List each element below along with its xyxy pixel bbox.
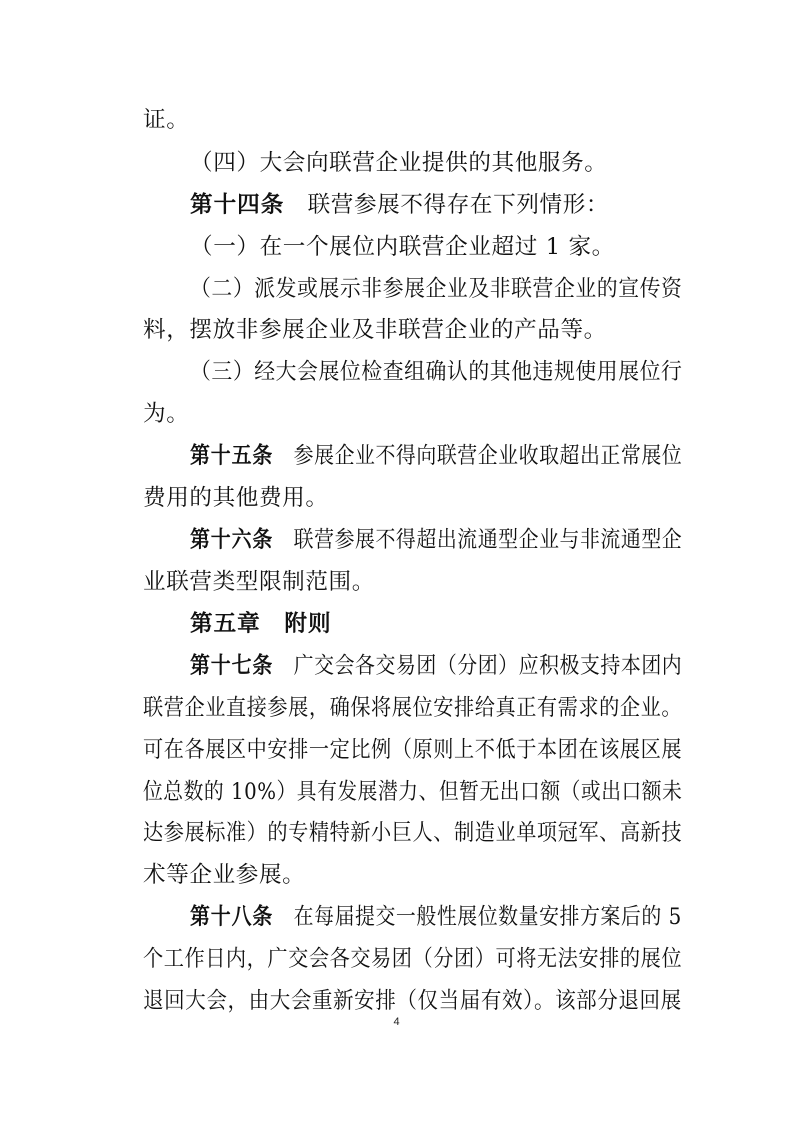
line-text: （一）在一个展位内联营企业超过 1 家。 [190, 234, 615, 260]
page-number: 4 [393, 1016, 400, 1028]
text-line [143, 100, 189, 140]
text-line [143, 813, 682, 853]
line-text: 联营参展不得超出流通型企业与非流通型企 [293, 527, 683, 553]
line-text: 个工作日内，广交会各交易团（分团）可将无法安排的展位 [143, 946, 683, 972]
article-heading: 第十八条 [190, 904, 274, 930]
text-line [143, 478, 329, 518]
line-text: 可在各展区中安排一定比例（原则上不低于本团在该展区展 [143, 737, 683, 763]
article-line [190, 520, 682, 560]
line-text: （二）派发或展示非参展企业及非联营企业的宣传资 [190, 276, 683, 302]
text-line [143, 730, 682, 770]
text-line [143, 939, 682, 979]
line-text: 业联营类型限制范围。 [143, 569, 375, 595]
article-line [190, 646, 682, 686]
text-line [143, 981, 682, 1021]
text-line [143, 772, 682, 812]
chapter-title: 第五章 附则 [190, 611, 332, 637]
article-line [190, 897, 682, 937]
line-text: 料，摆放非参展企业及非联营企业的产品等。 [143, 317, 607, 343]
line-text: 证。 [143, 107, 190, 133]
line-text: 位总数的 10%）具有发展潜力、但暂无出口额（或出口额未 [143, 779, 683, 805]
text-line [190, 143, 608, 183]
line-text: （四）大会向联营企业提供的其他服务。 [190, 150, 608, 176]
line-text: 广交会各交易团（分团）应积极支持本团内 [293, 653, 683, 679]
line-text: 术等企业参展。 [143, 862, 306, 888]
text-line [190, 352, 682, 392]
text-line [143, 688, 682, 728]
text-line [143, 855, 305, 895]
article-line [190, 185, 609, 225]
line-text: 达参展标准）的专精特新小巨人、制造业单项冠军、高新技 [143, 820, 683, 846]
line-text: 联营参展不得存在下列情形： [307, 192, 610, 218]
line-text: （三）经大会展位检查组确认的其他违规使用展位行 [190, 359, 683, 385]
text-line [190, 227, 615, 267]
text-line [143, 562, 375, 602]
text-line [190, 269, 682, 309]
line-text: 为。 [143, 401, 190, 427]
line-text: 费用的其他费用。 [143, 485, 329, 511]
text-line [143, 310, 607, 350]
article-heading: 第十五条 [190, 443, 274, 469]
text-line [143, 394, 189, 434]
article-heading: 第十四条 [190, 192, 285, 218]
line-text: 联营企业直接参展，确保将展位安排给真正有需求的企业。 [143, 695, 683, 721]
line-text: 在每届提交一般性展位数量安排方案后的 5 [293, 904, 682, 930]
chapter-heading [190, 604, 332, 644]
article-heading: 第十六条 [190, 527, 274, 553]
article-line [190, 436, 682, 476]
article-heading: 第十七条 [190, 653, 274, 679]
line-text: 退回大会，由大会重新安排（仅当届有效）。该部分退回展 [143, 988, 682, 1014]
line-text: 参展企业不得向联营企业收取超出正常展位 [293, 443, 683, 469]
